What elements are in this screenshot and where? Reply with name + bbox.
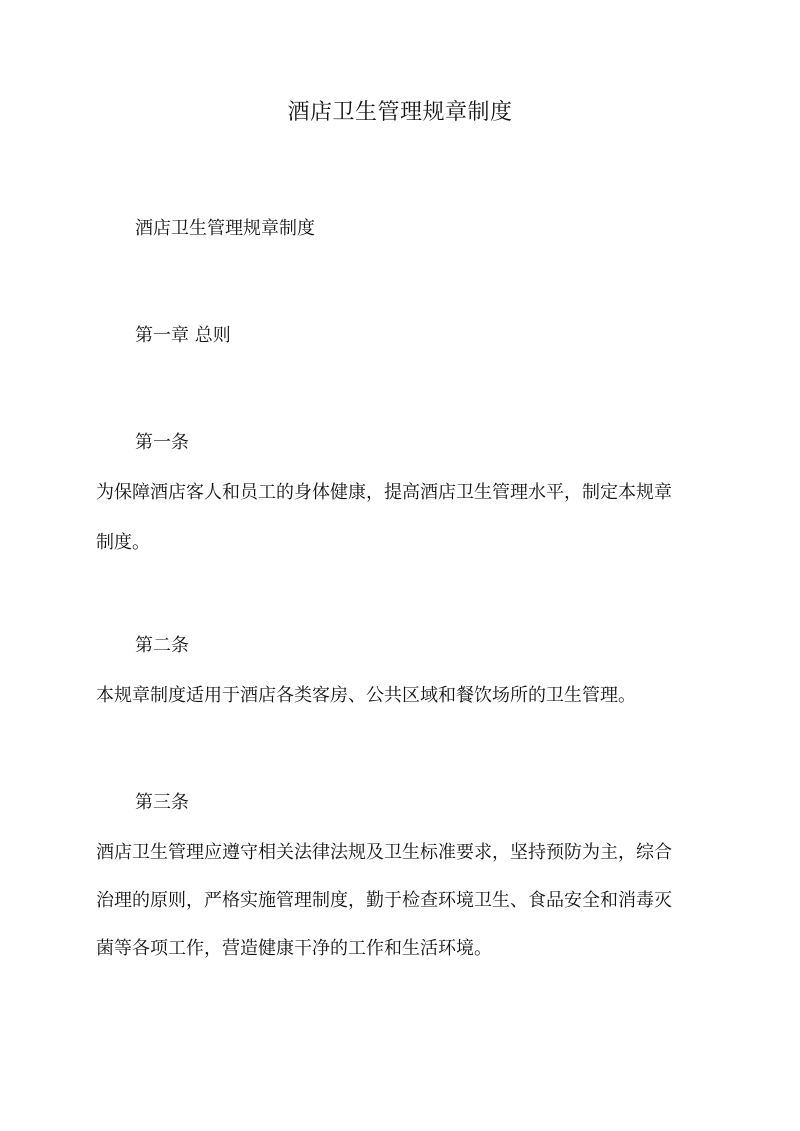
chapter-heading: 第一章 总则: [135, 325, 231, 346]
article-2-heading: 第二条: [135, 635, 189, 656]
document-subtitle: 酒店卫生管理规章制度: [135, 218, 315, 239]
article-3-line-3: 菌等各项工作，营造健康干净的工作和生活环境。: [96, 938, 492, 959]
document-title: 酒店卫生管理规章制度: [287, 100, 513, 125]
article-2-line-1: 本规章制度适用于酒店各类客房、公共区域和餐饮场所的卫生管理。: [96, 685, 636, 706]
article-3-line-1: 酒店卫生管理应遵守相关法律法规及卫生标准要求，坚持预防为主，综合: [96, 842, 672, 863]
article-3-line-2: 治理的原则，严格实施管理制度，勤于检查环境卫生、食品安全和消毒灭: [96, 890, 672, 911]
article-1-line-1: 为保障酒店客人和员工的身体健康，提高酒店卫生管理水平，制定本规章: [96, 482, 672, 503]
article-1-heading: 第一条: [135, 432, 189, 453]
article-1-line-2: 制度。: [96, 532, 150, 553]
article-3-heading: 第三条: [135, 792, 189, 813]
